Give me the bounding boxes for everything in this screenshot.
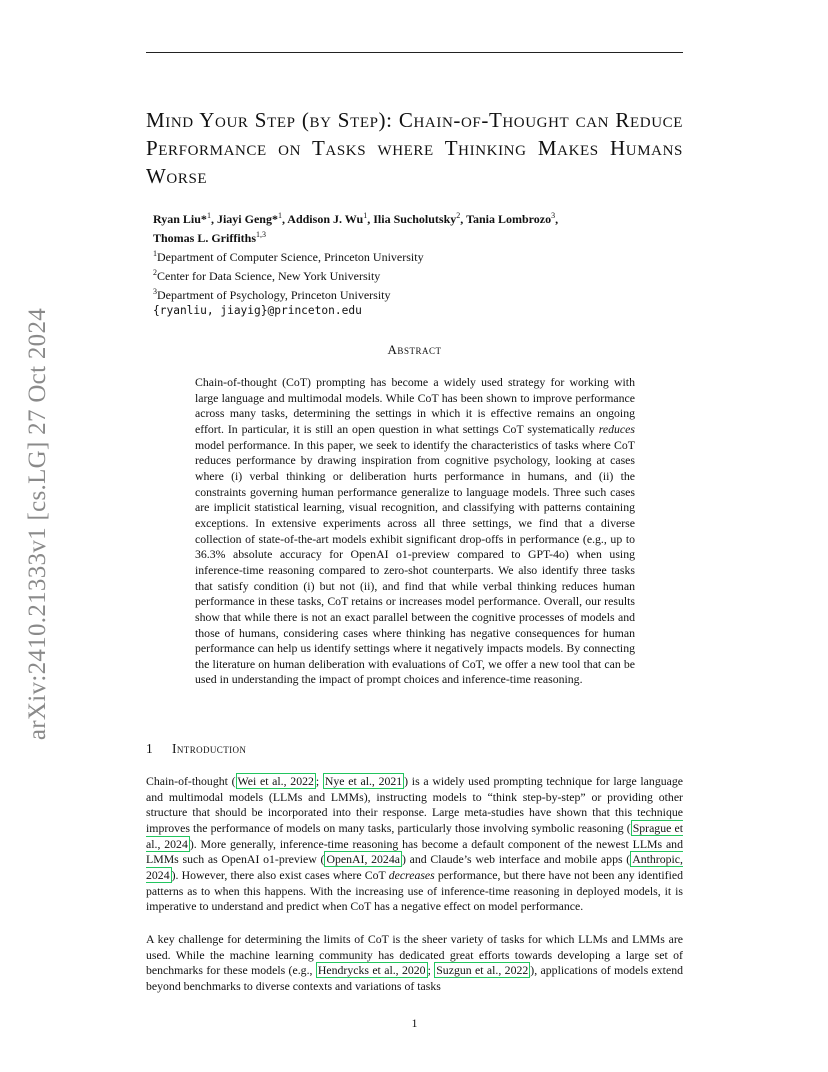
citation-link[interactable]: Hendrycks et al., 2020 bbox=[317, 963, 426, 978]
section-number: 1 bbox=[146, 741, 153, 756]
author-affiliation-mark: 1,3 bbox=[256, 230, 267, 239]
affiliation: $^3$Department of Psychology, Princeton University bbox=[153, 287, 391, 302]
body-paragraph: Chain-of-thought ( Wei et al., 2022 ; Nye et al., 2021 ) is a widely used prompting technique for large language and multimodal models (LLMs and LMMs), instructing models to “think step-by-step” or providing other structure that should be incorporated into their response. Large meta-studies have shown that this technique improves the performance of models on many tasks, particularly those involving symbolic reasoning ( Sprague et al., 2024 ). More generally, inference-time reasoning has become a default component of the newest LLMs and LMMs such as OpenAI o1-preview ( OpenAI, 2024a ) and Claude’s web interface and mobile apps ( Anthropic, 2024 ). However, there also exist cases where CoT decreases performance, but there have not been any identified patterns as to when this happens. With the increasing use of inference-time reasoning in deployed models, it is imperative to understand and predict when CoT has a negative effect on model performance. bbox=[146, 774, 683, 914]
paper-title: Mind Your Step (by Step): Chain-of-Thought can Reduce Performance on Tasks where Thinking Makes Humans Worse bbox=[146, 108, 683, 188]
author-name: Thomas L. Griffiths bbox=[153, 231, 257, 245]
citation-link[interactable]: OpenAI, 2024a bbox=[326, 852, 400, 867]
author-name: Ilia Sucholutsky bbox=[373, 212, 457, 226]
author-affiliation-mark: 3 bbox=[551, 211, 556, 220]
affiliation: $^2$Center for Data Science, New York University bbox=[153, 268, 381, 283]
page-number: 1 bbox=[411, 1016, 418, 1030]
body-paragraph: A key challenge for determining the limits of CoT is the sheer variety of tasks for which LLMs and LMMs are used. While the machine learning community has dedicated great efforts towards developing a large set of benchmarks for these models (e.g., Hendrycks et al., 2020 ; Suzgun et al., 2022 ), applications of models extend beyond benchmarks to diverse contexts and variations of tasks bbox=[146, 932, 683, 993]
author-name: Ryan Liu* bbox=[153, 212, 207, 226]
abstract-text: Chain-of-thought (CoT) prompting has become a widely used strategy for working with large language and multimodal models. While CoT has been shown to improve performance across many tasks, determining the settings in which it is effective remains an ongoing effort. In particular, it is still an open question in what settings CoT systematically reduces model performance. In this paper, we seek to identify the characteristics of tasks where CoT reduces performance by drawing inspiration from cognitive psychology, looking at cases where (i) verbal thinking or deliberation hurts performance in humans, and (ii) the constraints governing human performance generalize to language models. Three such cases are implicit statistical learning, visual recognition, and classifying with patterns containing exceptions. In extensive experiments across all three settings, we find that a diverse collection of state-of-the-art models exhibit significant drop-offs in performance (e.g., up to 36.3% absolute accuracy for OpenAI o1-preview compared to GPT-4o) when using inference-time reasoning compared to zero-shot counterparts. We also identify three tasks that satisfy condition (i) but not (ii), and find that while verbal thinking reduces human performance in these tasks, CoT retains or increases model performance. Overall, our results show that while there is not an exact parallel between the cognitive processes of models and those of humans, considering cases where thinking has negative consequences for human performance can help us identify settings where it negatively impacts models. By connecting the literature on human deliberation with evaluations of CoT, we offer a new tool that can be used in understanding the impact of prompt choices and inference-time reasoning. bbox=[195, 375, 635, 687]
citation-link[interactable]: Sprague et al., 2024 bbox=[146, 820, 683, 851]
author-affiliation-mark: 2 bbox=[456, 211, 461, 220]
author-list: Ryan Liu*$^1$, Jiayi Geng*$^1$, Addison J. Wu$^1$, Ilia Sucholutsky$^2$, Tania Lombrozo$^3$, Thomas L. Griffiths$^{1,3}$ bbox=[153, 211, 559, 245]
author-affiliation-mark: 1 bbox=[206, 211, 211, 220]
citation-link[interactable]: Anthropic, 2024 bbox=[146, 852, 683, 882]
affiliation: $^1$Department of Computer Science, Princeton University bbox=[153, 249, 424, 264]
citation-link[interactable]: Nye et al., 2021 bbox=[324, 774, 403, 788]
section-heading bbox=[146, 741, 683, 757]
author-affiliation-mark: 1 bbox=[363, 211, 368, 220]
contact-email[interactable]: {ryanliu, jiayig}@princeton.edu bbox=[153, 304, 362, 317]
abstract-heading: Abstract bbox=[387, 342, 442, 357]
citation-link[interactable]: Wei et al., 2022 bbox=[237, 774, 314, 788]
header-rule bbox=[146, 52, 683, 53]
author-name: Tania Lombrozo bbox=[466, 212, 552, 226]
author-name: Jiayi Geng* bbox=[216, 212, 278, 226]
author-affiliation-mark: 1 bbox=[277, 211, 282, 220]
section-title: Introduction bbox=[172, 741, 247, 756]
arxiv-identifier[interactable]: arXiv:2410.21333v1 [cs.LG] 27 Oct 2024 bbox=[24, 307, 51, 741]
author-name: Addison J. Wu bbox=[287, 212, 364, 226]
author-block bbox=[153, 208, 683, 319]
citation-link[interactable]: Suzgun et al., 2022 bbox=[436, 963, 529, 978]
